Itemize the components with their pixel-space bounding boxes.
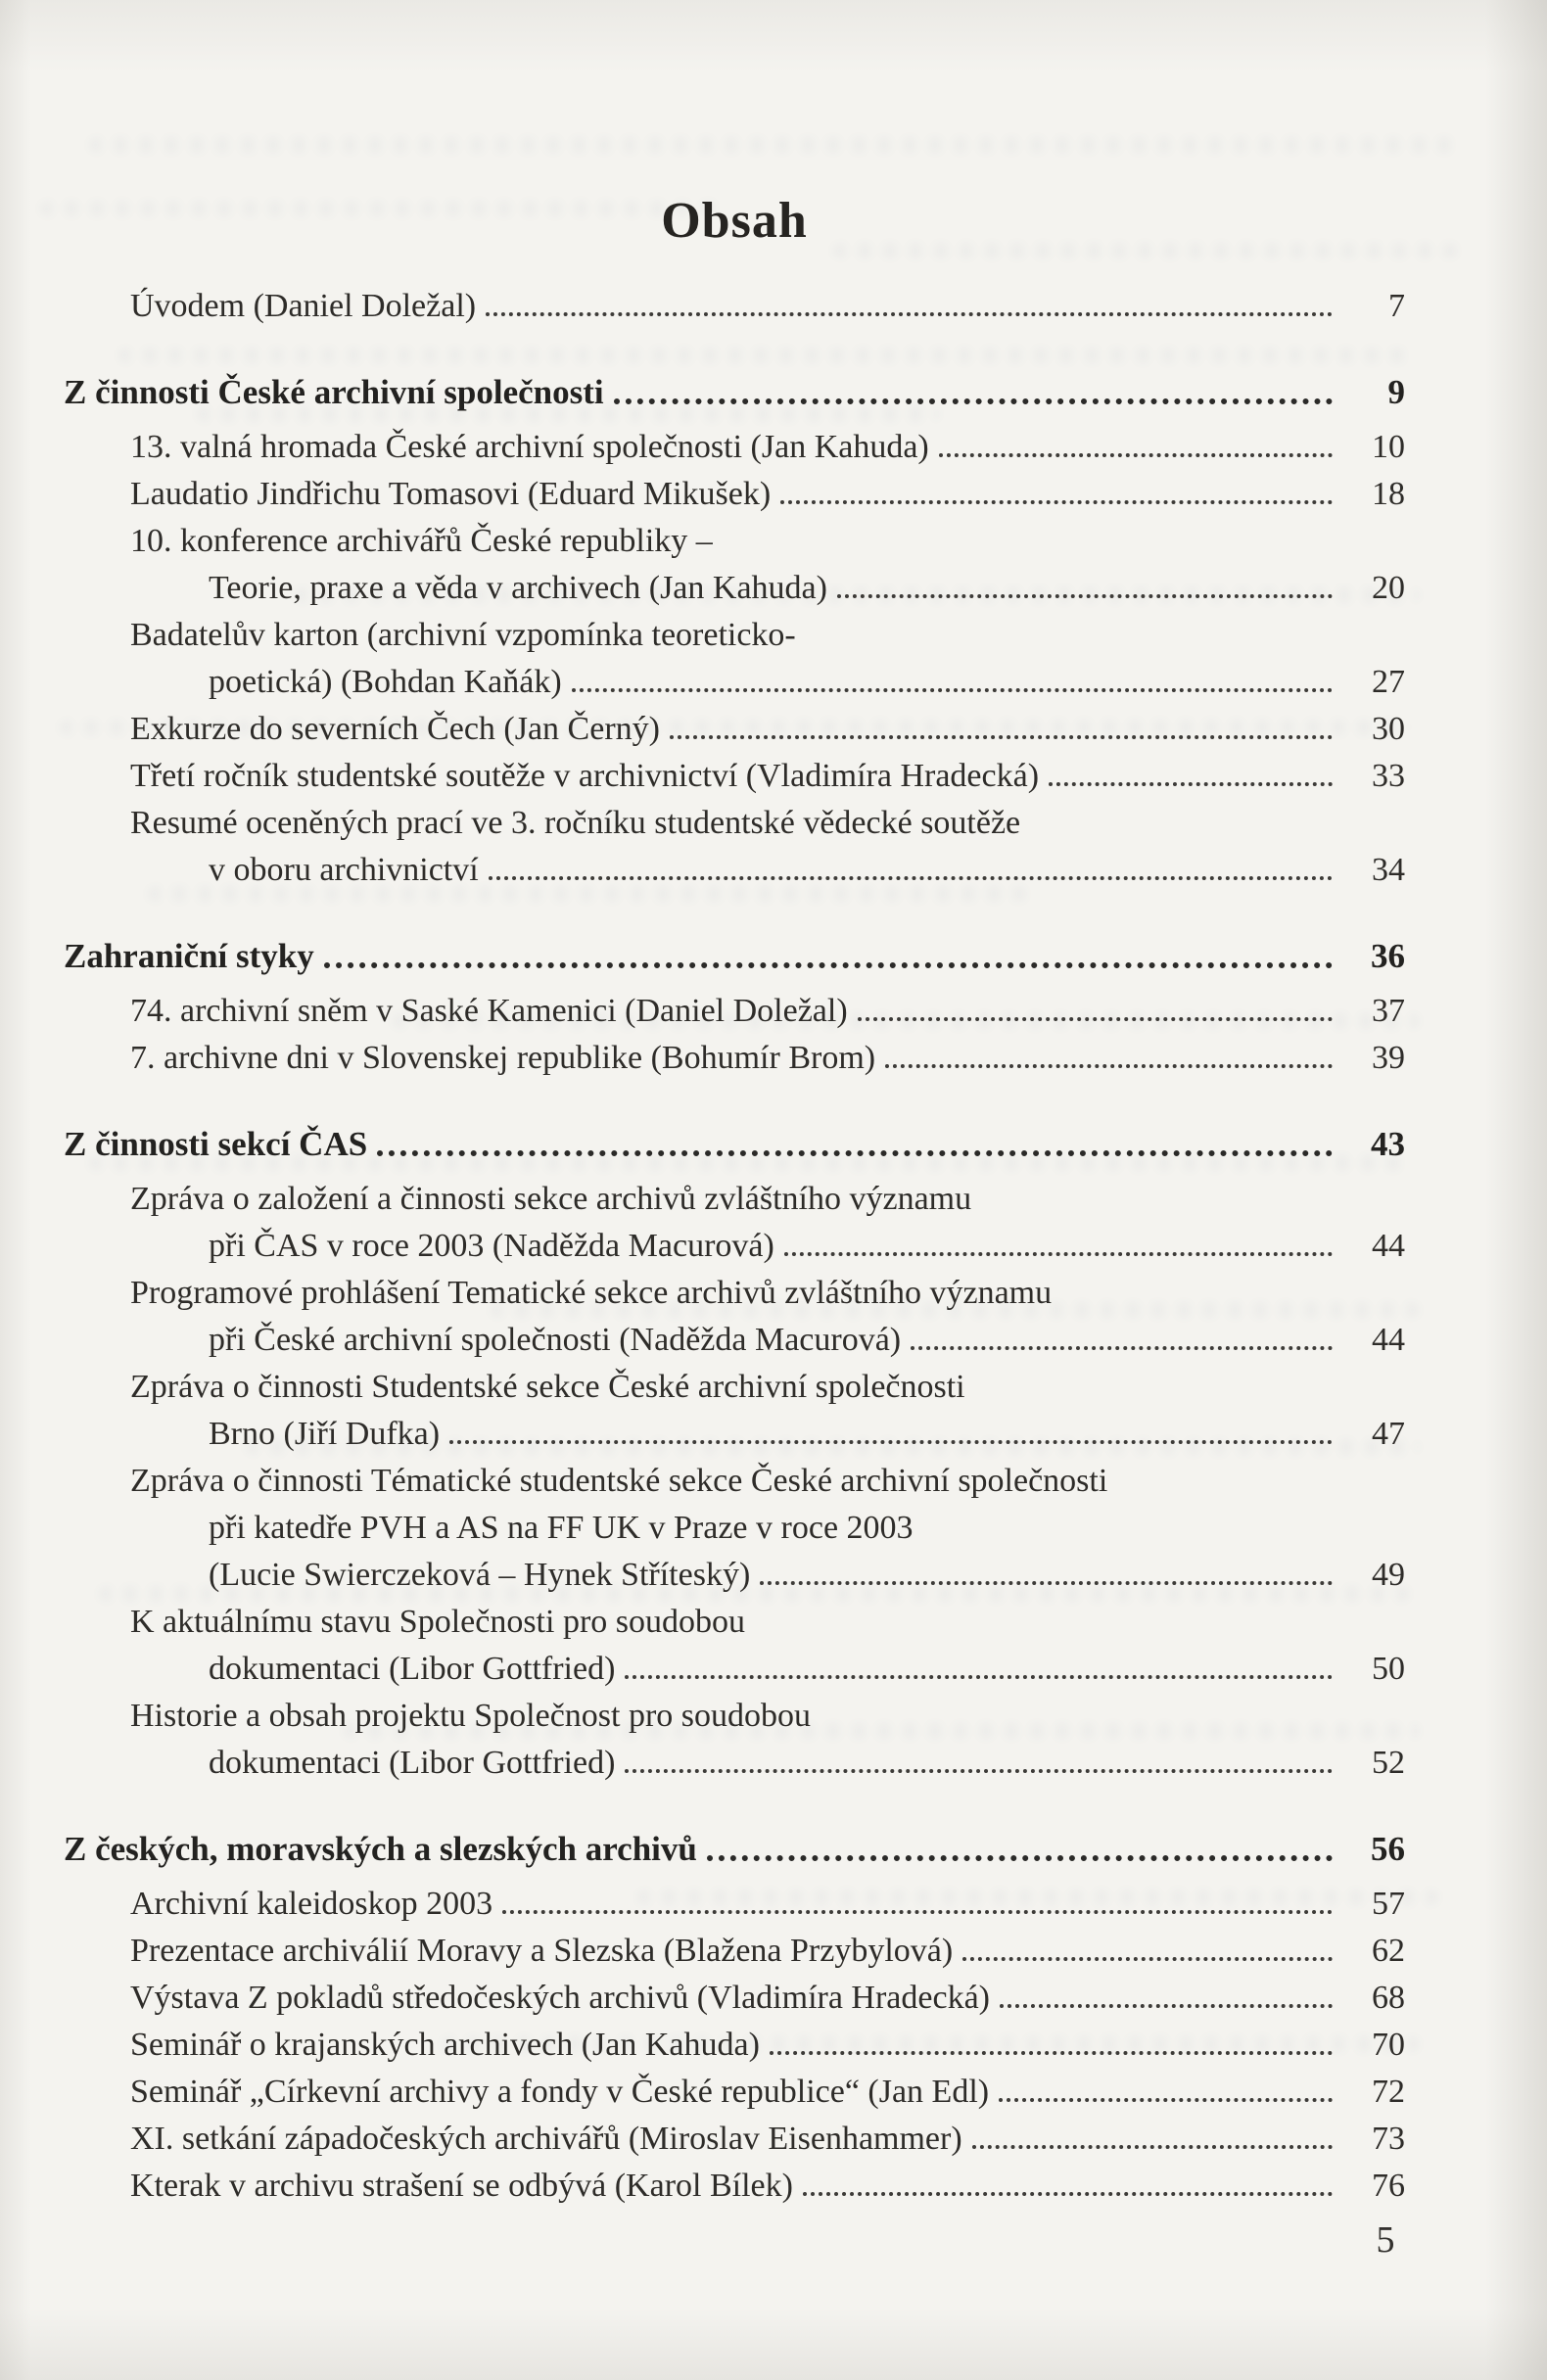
toc-entry bbox=[64, 842, 1405, 889]
toc-entry-label: 10. konference archivářů České republiky – bbox=[130, 523, 713, 560]
toc-entry bbox=[64, 1688, 1405, 1735]
toc-entry bbox=[64, 1406, 1405, 1453]
toc-entry bbox=[64, 607, 1405, 654]
toc-entry bbox=[64, 419, 1405, 466]
toc-entry bbox=[64, 1821, 1405, 1868]
dots-leader bbox=[449, 1440, 1333, 1444]
toc-entry bbox=[64, 983, 1405, 1030]
dots-leader bbox=[999, 2098, 1333, 2102]
toc-entry bbox=[64, 1116, 1405, 1163]
toc-entry-label: Laudatio Jindřichu Tomasovi (Eduard Mikušek) bbox=[130, 476, 772, 513]
toc-entry-label: Úvodem (Daniel Doležal) bbox=[130, 288, 477, 325]
toc-entry bbox=[64, 466, 1405, 513]
toc-entry-page: 39 bbox=[1372, 1040, 1405, 1077]
dots-leader bbox=[707, 1855, 1333, 1861]
toc-entry-label: (Lucie Swierczeková – Hynek Stříteský) bbox=[209, 1557, 751, 1594]
toc-entry-page: 70 bbox=[1372, 2027, 1405, 2064]
toc-entry-page: 76 bbox=[1372, 2168, 1405, 2205]
toc-entry bbox=[64, 1923, 1405, 1970]
toc-entry-page: 50 bbox=[1372, 1651, 1405, 1688]
toc-entry bbox=[64, 928, 1405, 975]
toc-entry bbox=[64, 654, 1405, 701]
toc-entry-label: Resumé oceněných prací ve 3. ročníku studentské vědecké soutěže bbox=[130, 805, 1021, 842]
dots-leader bbox=[837, 594, 1333, 598]
dots-leader bbox=[962, 1957, 1333, 1961]
bleed-through-artifact bbox=[88, 137, 1459, 153]
toc-entry-label: při České archivní společnosti (Naděžda Macurová) bbox=[209, 1322, 902, 1359]
toc-entry bbox=[64, 1359, 1405, 1406]
toc-entry-page: 27 bbox=[1372, 664, 1405, 701]
dots-leader bbox=[572, 688, 1333, 692]
toc-entry bbox=[64, 513, 1405, 560]
toc-entry-label: 74. archivní sněm v Saské Kamenici (Daniel Doležal) bbox=[130, 993, 848, 1030]
toc-entry-page: 44 bbox=[1372, 1322, 1405, 1359]
dots-leader bbox=[625, 1769, 1333, 1773]
dots-leader bbox=[939, 453, 1333, 457]
toc-entry-page: 9 bbox=[1387, 373, 1405, 412]
toc-entry bbox=[64, 2064, 1405, 2111]
toc-entry-label: 7. archivne dni v Slovenskej republike (Bohumír Brom) bbox=[130, 1040, 876, 1077]
toc-entry-label: Exkurze do severních Čech (Jan Černý) bbox=[130, 711, 660, 748]
toc-entry-label: Historie a obsah projektu Společnost pro soudobou bbox=[130, 1698, 812, 1735]
toc-entry-label: v oboru archivnictví bbox=[209, 852, 479, 889]
toc-entry-label: poetická) (Bohdan Kaňák) bbox=[209, 664, 562, 701]
toc-entry-page: 18 bbox=[1372, 476, 1405, 513]
toc-entry-label: K aktuálnímu stavu Společnosti pro soudobou bbox=[130, 1604, 746, 1641]
toc-entry-label: Badatelův karton (archivní vzpomínka teoreticko- bbox=[130, 617, 796, 654]
toc-entry-label: Seminář „Církevní archivy a fondy v České republice“ (Jan Edl) bbox=[130, 2074, 990, 2111]
dots-leader bbox=[1000, 2004, 1333, 2008]
toc-entry-label: Seminář o krajanských archivech (Jan Kahuda) bbox=[130, 2027, 760, 2064]
toc-entry-label: dokumentaci (Libor Gottfried) bbox=[209, 1651, 616, 1688]
toc-entry bbox=[64, 1500, 1405, 1547]
toc-entry-label: Zpráva o založení a činnosti sekce archivů zvláštního významu bbox=[130, 1181, 972, 1218]
toc-entry-page: 30 bbox=[1372, 711, 1405, 748]
toc-entry-label: Prezentace archiválií Moravy a Slezska (Blažena Przybylová) bbox=[130, 1933, 954, 1970]
toc-entry bbox=[64, 1265, 1405, 1312]
dots-leader bbox=[486, 312, 1333, 316]
dots-leader bbox=[780, 500, 1333, 504]
toc-entry-label: Zpráva o činnosti Studentské sekce České archivní společnosti bbox=[130, 1369, 965, 1406]
toc-entry-label: Zpráva o činnosti Tématické studentské sekce České archivní společnosti bbox=[130, 1463, 1108, 1500]
toc-entry-label: při katedře PVH a AS na FF UK v Praze v roce 2003 bbox=[209, 1510, 914, 1547]
dots-leader bbox=[377, 1150, 1333, 1156]
toc-entry-label: Kterak v archivu strašení se odbývá (Karol Bílek) bbox=[130, 2168, 793, 2205]
toc-entry bbox=[64, 748, 1405, 795]
dots-leader bbox=[760, 1581, 1333, 1585]
toc-entry-label: 13. valná hromada České archivní společnosti (Jan Kahuda) bbox=[130, 429, 929, 466]
toc-entry bbox=[64, 1641, 1405, 1688]
dots-leader bbox=[324, 962, 1333, 968]
toc-entry-label: při ČAS v roce 2003 (Naděžda Macurová) bbox=[209, 1228, 774, 1265]
toc-entry bbox=[64, 1171, 1405, 1218]
toc-entry-label: XI. setkání západočeských archivářů (Miroslav Eisenhammer) bbox=[130, 2121, 962, 2158]
toc-list bbox=[64, 278, 1405, 2205]
toc-entry bbox=[64, 1594, 1405, 1641]
toc-entry bbox=[64, 1312, 1405, 1359]
toc-entry-label: dokumentaci (Libor Gottfried) bbox=[209, 1745, 616, 1782]
toc-entry-label: Z činnosti sekcí ČAS bbox=[64, 1125, 368, 1164]
toc-entry bbox=[64, 1970, 1405, 2017]
dots-leader bbox=[972, 2145, 1333, 2149]
toc-entry-label: Z českých, moravských a slezských archivů bbox=[64, 1830, 697, 1869]
toc-entry-label: Třetí ročník studentské soutěže v archivnictví (Vladimíra Hradecká) bbox=[130, 758, 1040, 795]
toc-entry-page: 56 bbox=[1371, 1830, 1405, 1869]
toc-entry-page: 43 bbox=[1371, 1125, 1405, 1164]
toc-entry-label: Brno (Jiří Dufka) bbox=[209, 1416, 441, 1453]
toc-entry bbox=[64, 1735, 1405, 1782]
toc-entry bbox=[64, 1547, 1405, 1594]
toc-entry bbox=[64, 1218, 1405, 1265]
toc-entry bbox=[64, 278, 1405, 325]
toc-entry-label: Z činnosti České archivní společnosti bbox=[64, 373, 604, 412]
toc-entry bbox=[64, 1876, 1405, 1923]
toc-entry bbox=[64, 1030, 1405, 1077]
toc-entry-label: Archivní kaleidoskop 2003 bbox=[130, 1886, 493, 1923]
dots-leader bbox=[1049, 782, 1333, 786]
dots-leader bbox=[502, 1910, 1333, 1914]
dots-leader bbox=[784, 1252, 1333, 1256]
toc-entry-page: 10 bbox=[1372, 429, 1405, 466]
toc-entry-page: 49 bbox=[1372, 1557, 1405, 1594]
toc-entry bbox=[64, 701, 1405, 748]
dots-leader bbox=[803, 2192, 1333, 2196]
toc-entry-page: 73 bbox=[1372, 2121, 1405, 2158]
toc-entry bbox=[64, 2158, 1405, 2205]
toc-entry bbox=[64, 2017, 1405, 2064]
toc-entry-label: Zahraniční styky bbox=[64, 937, 314, 976]
toc-entry bbox=[64, 560, 1405, 607]
dots-leader bbox=[770, 2051, 1333, 2055]
page-number: 5 bbox=[1376, 2219, 1395, 2261]
toc-entry-label: Výstava Z pokladů středočeských archivů (Vladimíra Hradecká) bbox=[130, 1980, 990, 2017]
toc-entry-label: Programové prohlášení Tematické sekce archivů zvláštního významu bbox=[130, 1275, 1053, 1312]
toc-entry bbox=[64, 795, 1405, 842]
toc-entry-page: 37 bbox=[1372, 993, 1405, 1030]
dots-leader bbox=[489, 876, 1333, 880]
toc-entry-page: 36 bbox=[1371, 937, 1405, 976]
toc-entry-page: 62 bbox=[1372, 1933, 1405, 1970]
toc-entry-page: 72 bbox=[1372, 2074, 1405, 2111]
dots-leader bbox=[858, 1017, 1333, 1021]
toc-entry-page: 33 bbox=[1372, 758, 1405, 795]
page-title: Obsah bbox=[661, 193, 808, 249]
toc-entry bbox=[64, 2111, 1405, 2158]
dots-leader bbox=[625, 1675, 1333, 1679]
toc-entry-page: 47 bbox=[1372, 1416, 1405, 1453]
toc-entry-label: Teorie, praxe a věda v archivech (Jan Kahuda) bbox=[209, 570, 827, 607]
toc-entry bbox=[64, 1453, 1405, 1500]
toc-entry-page: 34 bbox=[1372, 852, 1405, 889]
toc-entry-page: 44 bbox=[1372, 1228, 1405, 1265]
toc-entry-page: 20 bbox=[1372, 570, 1405, 607]
toc-entry bbox=[64, 364, 1405, 411]
dots-leader bbox=[670, 735, 1333, 739]
dots-leader bbox=[911, 1346, 1333, 1350]
toc-entry-page: 7 bbox=[1388, 288, 1405, 325]
toc-entry-page: 57 bbox=[1372, 1886, 1405, 1923]
dots-leader bbox=[885, 1064, 1333, 1068]
toc-entry-page: 68 bbox=[1372, 1980, 1405, 2017]
toc-entry-page: 52 bbox=[1372, 1745, 1405, 1782]
dots-leader bbox=[614, 398, 1333, 404]
